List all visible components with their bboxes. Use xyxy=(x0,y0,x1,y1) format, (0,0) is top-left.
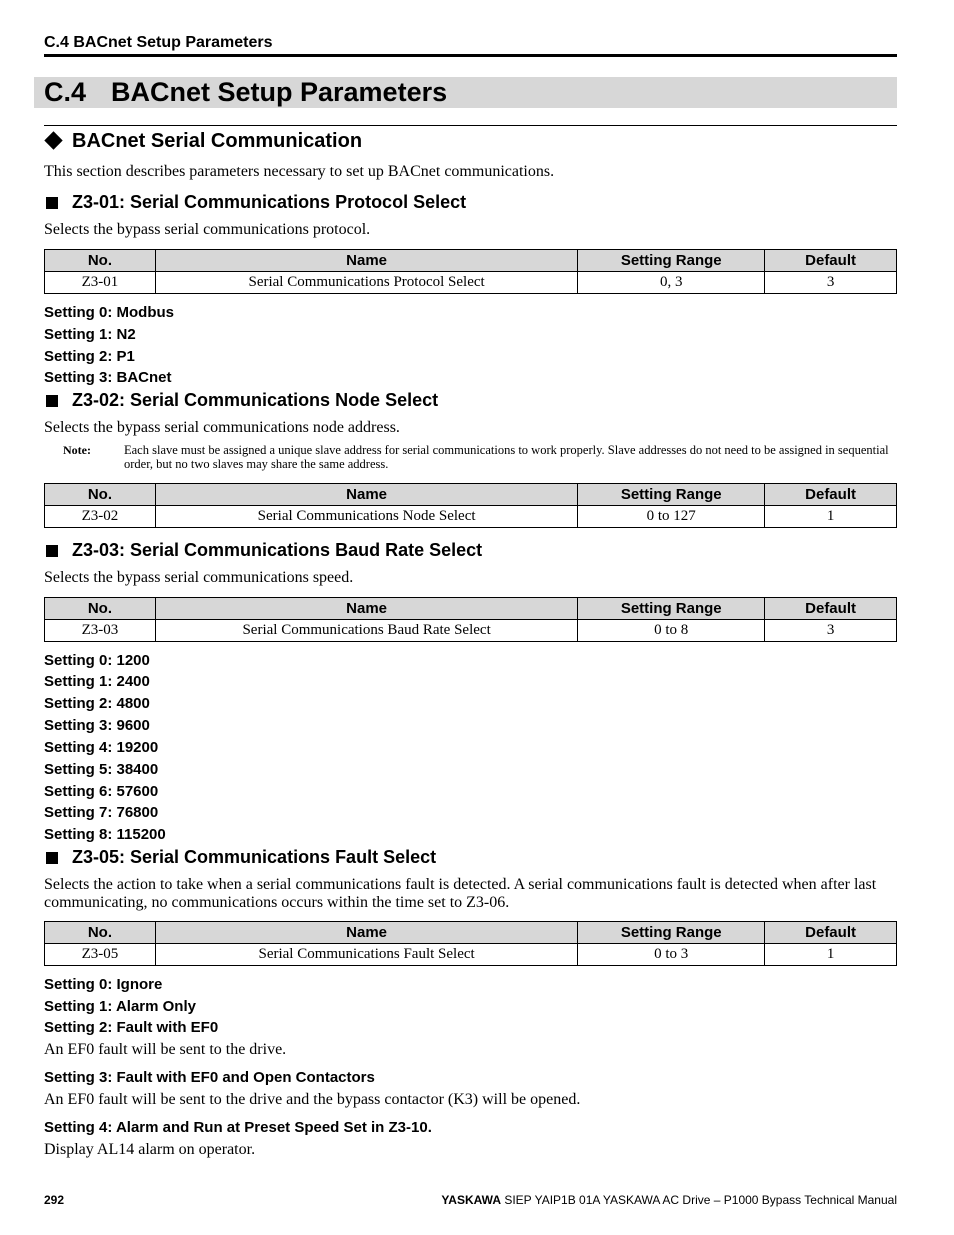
cell-name: Serial Communications Fault Select xyxy=(155,944,577,966)
cell-default: 1 xyxy=(765,506,897,528)
cell-no: Z3-05 xyxy=(45,944,156,966)
table-row xyxy=(45,506,897,528)
square-bullet-icon xyxy=(46,395,58,407)
table-row xyxy=(45,272,897,294)
col-header-default: Default xyxy=(765,250,897,272)
section-number: C.4 xyxy=(44,77,87,107)
square-bullet-icon xyxy=(46,545,58,557)
table-header-row xyxy=(45,250,897,272)
setting-item: Setting 3: 9600 xyxy=(44,717,150,734)
section-title-text: BACnet Setup Parameters xyxy=(111,77,448,107)
col-header-no: No. xyxy=(45,598,156,620)
cell-default: 1 xyxy=(765,944,897,966)
cell-no: Z3-03 xyxy=(45,620,156,642)
setting-item: Setting 1: Alarm Only xyxy=(44,998,196,1015)
col-header-default: Default xyxy=(765,484,897,506)
param-table-z3-03 xyxy=(44,597,897,642)
setting-description: An EF0 fault will be sent to the drive. xyxy=(44,1041,287,1058)
param-description-z3-03: Selects the bypass serial communications speed. xyxy=(44,569,354,586)
col-header-no: No. xyxy=(45,922,156,944)
cell-no: Z3-01 xyxy=(45,272,156,294)
section-title xyxy=(44,76,447,109)
cell-name: Serial Communications Node Select xyxy=(155,506,577,528)
setting-item: Setting 4: 19200 xyxy=(44,739,159,756)
note-label: Note: xyxy=(63,443,91,457)
footer-manual-title xyxy=(441,1193,897,1207)
setting-item: Setting 3: Fault with EF0 and Open Contactors xyxy=(44,1069,375,1086)
section-rule xyxy=(44,125,897,126)
param-description-z3-02: Selects the bypass serial communications node address. xyxy=(44,419,400,436)
col-header-name: Name xyxy=(155,922,577,944)
cell-no: Z3-02 xyxy=(45,506,156,528)
setting-item: Setting 3: BACnet xyxy=(44,369,172,386)
setting-item: Setting 7: 76800 xyxy=(44,804,159,821)
col-header-no: No. xyxy=(45,484,156,506)
setting-item: Setting 1: 2400 xyxy=(44,673,150,690)
setting-item: Setting 5: 38400 xyxy=(44,761,159,778)
col-header-range: Setting Range xyxy=(578,484,765,506)
header-rule xyxy=(44,54,897,57)
subsection-title: BACnet Serial Communication xyxy=(72,130,363,152)
setting-item: Setting 2: Fault with EF0 xyxy=(44,1019,219,1036)
table-row xyxy=(45,944,897,966)
setting-item: Setting 2: 4800 xyxy=(44,695,150,712)
footer-manual-name: SIEP YAIP1B 01A YASKAWA AC Drive – P1000 Bypass Technical Manual xyxy=(504,1193,897,1207)
cell-range: 0 to 127 xyxy=(578,506,765,528)
note-text: Each slave must be assigned a unique slave address for serial communications to work properly. Slave addresses do not need to be assigned in sequential order, but no two slaves may share the same address. xyxy=(124,443,889,471)
param-heading-z3-05: Z3-05: Serial Communications Fault Select xyxy=(72,847,437,867)
cell-default: 3 xyxy=(765,272,897,294)
col-header-name: Name xyxy=(155,598,577,620)
diamond-bullet-icon xyxy=(44,131,62,149)
setting-description: Display AL14 alarm on operator. xyxy=(44,1141,256,1158)
param-description-z3-01: Selects the bypass serial communications protocol. xyxy=(44,221,371,238)
col-header-name: Name xyxy=(155,250,577,272)
setting-item: Setting 0: Modbus xyxy=(44,304,174,321)
col-header-range: Setting Range xyxy=(578,598,765,620)
cell-range: 0 to 8 xyxy=(578,620,765,642)
col-header-default: Default xyxy=(765,598,897,620)
param-heading-z3-02: Z3-02: Serial Communications Node Select xyxy=(72,390,439,410)
square-bullet-icon xyxy=(46,852,58,864)
setting-item: Setting 0: Ignore xyxy=(44,976,163,993)
page-number: 292 xyxy=(44,1193,65,1207)
setting-item: Setting 1: N2 xyxy=(44,326,136,343)
setting-description: An EF0 fault will be sent to the drive and the bypass contactor (K3) will be opened. xyxy=(44,1091,581,1108)
col-header-no: No. xyxy=(45,250,156,272)
subsection-intro: This section describes parameters necessary to set up BACnet communications. xyxy=(44,163,555,180)
param-description-z3-05: Selects the action to take when a serial communications fault is detected. A serial communications fault is detected when after last communicating, no communications occurs within the time set to Z3-06. xyxy=(44,876,877,911)
param-table-z3-02 xyxy=(44,483,897,528)
param-heading-z3-03: Z3-03: Serial Communications Baud Rate Select xyxy=(72,540,483,560)
running-header: C.4 BACnet Setup Parameters xyxy=(44,34,273,51)
table-header-row xyxy=(45,484,897,506)
cell-name: Serial Communications Baud Rate Select xyxy=(155,620,577,642)
col-header-range: Setting Range xyxy=(578,922,765,944)
table-header-row xyxy=(45,922,897,944)
setting-item: Setting 6: 57600 xyxy=(44,783,159,800)
setting-item: Setting 2: P1 xyxy=(44,348,135,365)
square-bullet-icon xyxy=(46,197,58,209)
setting-item: Setting 0: 1200 xyxy=(44,652,150,669)
param-table-z3-05 xyxy=(44,921,897,966)
cell-range: 0 to 3 xyxy=(578,944,765,966)
col-header-range: Setting Range xyxy=(578,250,765,272)
param-heading-z3-01: Z3-01: Serial Communications Protocol Select xyxy=(72,192,467,212)
setting-item: Setting 4: Alarm and Run at Preset Speed Set in Z3-10. xyxy=(44,1119,432,1136)
cell-name: Serial Communications Protocol Select xyxy=(155,272,577,294)
setting-item: Setting 8: 115200 xyxy=(44,826,166,843)
col-header-default: Default xyxy=(765,922,897,944)
param-table-z3-01 xyxy=(44,249,897,294)
col-header-name: Name xyxy=(155,484,577,506)
footer-brand: YASKAWA xyxy=(441,1193,501,1207)
cell-default: 3 xyxy=(765,620,897,642)
table-row xyxy=(45,620,897,642)
table-header-row xyxy=(45,598,897,620)
cell-range: 0, 3 xyxy=(578,272,765,294)
